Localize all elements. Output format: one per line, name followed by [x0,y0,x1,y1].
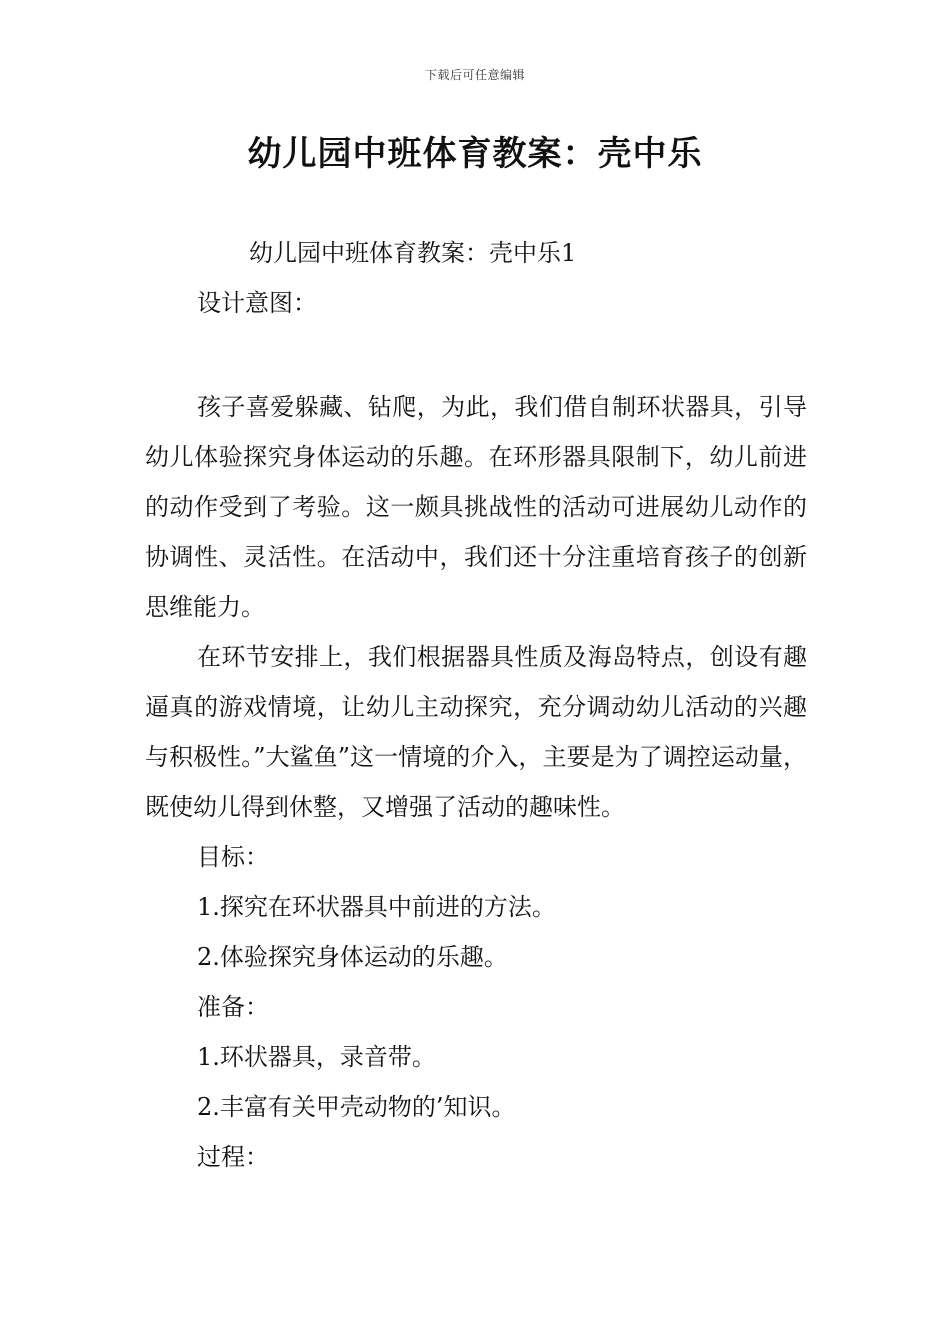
document-title: 幼儿园中班体育教案：壳中乐 [247,134,703,174]
document-subtitle: 幼儿园中班体育教案：壳中乐1 [249,239,577,267]
header-note: 下载后可任意编辑 [424,68,525,82]
goals-heading: 目标： [197,843,269,871]
paragraph-design-1: 孩子喜爱躲藏、钻爬，为此，我们借自制环状器具，引导幼儿体验探究身体运动的乐趣。在环形器具限制下，幼儿前进的动作受到了考验。这一颇具挑战性的活动可进展幼儿动作的协调性、灵活性。在活动中，我们还十分注重培育孩子的创新思维能力。 [145,393,807,621]
design-heading: 设计意图： [197,289,317,317]
prep-heading: 准备： [197,993,269,1021]
paragraph-design-2: 在环节安排上，我们根据器具性质及海岛特点，创设有趣逼真的游戏情境，让幼儿主动探究，充分调动幼儿活动的兴趣与积极性。”大鲨鱼”这一情境的介入，主要是为了调控运动量，既使幼儿得到休整，又增强了活动的趣味性。 [145,643,807,821]
process-heading: 过程： [197,1143,269,1171]
prep-item-2: 2.丰富有关甲壳动物的’知识。 [197,1093,516,1121]
goal-item-2: 2.体验探究身体运动的乐趣。 [197,943,508,971]
spacer [145,328,807,378]
prep-item-1: 1.环状器具，录音带。 [197,1043,436,1071]
document-body [145,228,807,1182]
goal-item-1: 1.探究在环状器具中前进的方法。 [197,893,556,921]
